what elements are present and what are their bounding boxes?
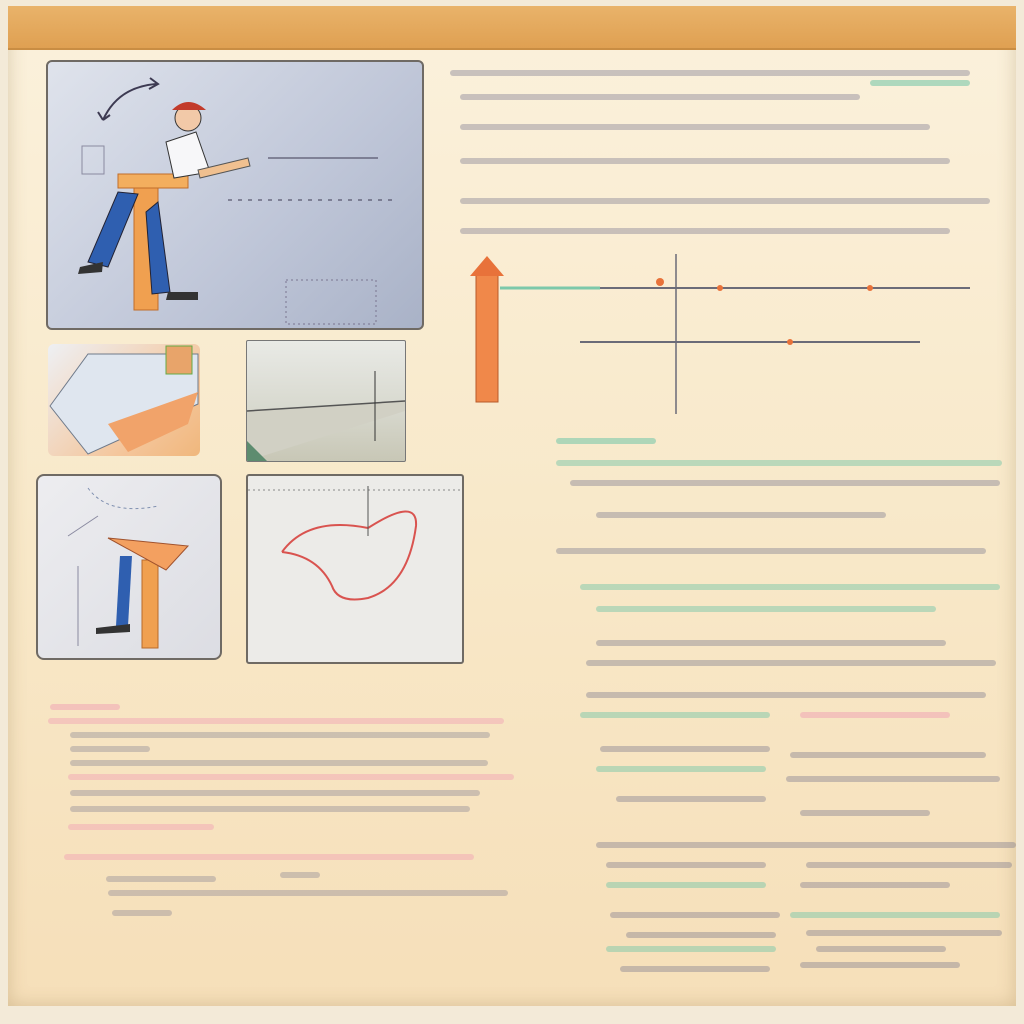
- angled-sketch-panel: [48, 344, 200, 456]
- person-icon: [78, 102, 250, 300]
- curved-arrow-icon: [98, 78, 158, 120]
- timeline-sketch: [440, 250, 980, 420]
- desk-figure-panel: [36, 474, 222, 660]
- graph-sketch: [248, 476, 462, 662]
- main-illustration: [48, 62, 422, 328]
- angled-sketch: [48, 344, 200, 456]
- graph-sketch-panel: [246, 474, 464, 664]
- header-bar: [8, 6, 1016, 50]
- up-arrow-icon: [470, 256, 504, 402]
- perspective-sketch: [247, 341, 405, 461]
- main-illustration-panel: [46, 60, 424, 330]
- sketch-scribbles: [82, 146, 398, 324]
- desk-figure-sketch: [38, 476, 220, 658]
- perspective-sketch-panel: [246, 340, 406, 462]
